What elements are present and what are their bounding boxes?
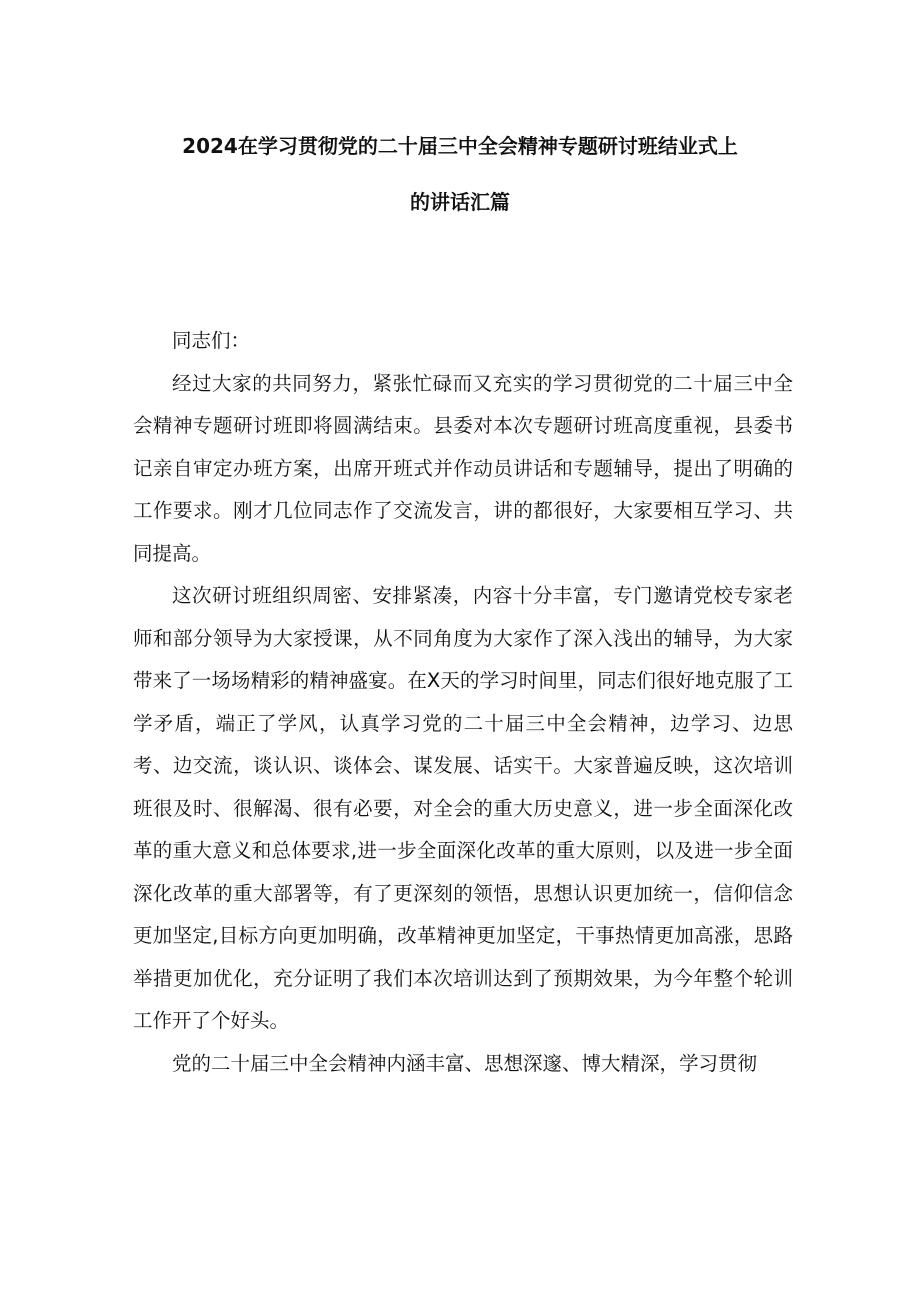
document-body xyxy=(133,320,793,1085)
title-line-2: 的讲话汇篇 xyxy=(410,190,510,214)
paragraph-2: 这次研讨班组织周密、安排紧凑，内容十分丰富，专门邀请党校专家老师和部分领导为大家授课，从不同角度为大家作了深入浅出的辅导，为大家带来了一场场精彩的精神盛宴。在X天的学习时间里，同志们很好地克服了工学矛盾，端正了学风，认真学习党的二十届三中全会精神，边学习、边思考、边交流，谈认识、谈体会、谋发展、话实干。大家普遍反映，这次培训班很及时、很解渴、很有必要，对全会的重大历史意义，进一步全面深化改革的重大意义和总体要求,进一步全面深化改革的重大原则，以及进一步全面深化改革的重大部署等，有了更深刻的领悟，思想认识更加统一，信仰信念更加坚定,目标方向更加明确，改革精神更加坚定，干事热情更加高涨，思路举措更加优化，充分证明了我们本次培训达到了预期效果，为今年整个轮训工作开了个好头。 xyxy=(133,584,793,1032)
greeting: 同志们： xyxy=(172,329,251,352)
document-title xyxy=(130,118,790,230)
paragraph-3: 党的二十届三中全会精神内涵丰富、思想深邃、博大精深，学习贯彻 xyxy=(172,1051,758,1075)
title-line-1: 2024在学习贯彻党的二十届三中全会精神专题研讨班结业式上 xyxy=(182,134,738,158)
paragraph-1: 经过大家的共同努力，紧张忙碌而又充实的学习贯彻党的二十届三中全会精神专题研讨班即将圆满结束。县委对本次专题研讨班高度重视，县委书记亲自审定办班方案，出席开班式并作动员讲话和专题辅导，提出了明确的工作要求。刚才几位同志作了交流发言，讲的都很好，大家要相互学习、共同提高。 xyxy=(133,371,793,565)
